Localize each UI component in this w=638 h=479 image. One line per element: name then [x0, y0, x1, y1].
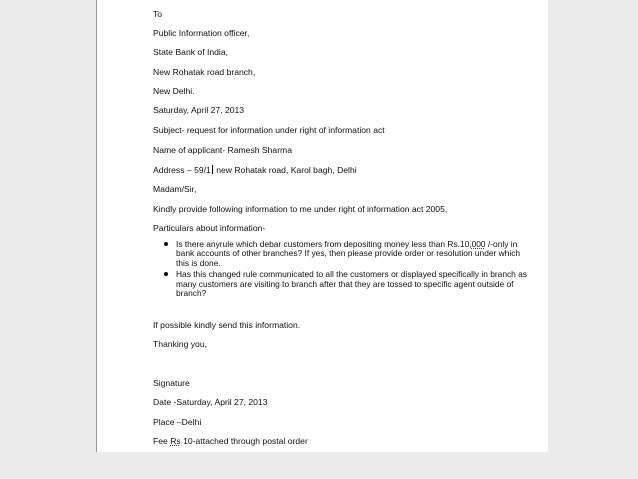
signature-date: Date -Saturday, April 27, 2013 — [153, 397, 268, 407]
fee-suffix: 10-attached through postal order — [180, 436, 308, 446]
bullet-underlined-amount: 000 — [471, 239, 486, 249]
fee-line — [153, 436, 308, 446]
particulars-heading: Particulars about information- — [153, 223, 266, 233]
address-prefix: Address – 59/1 — [153, 165, 211, 175]
bullet-item — [158, 240, 528, 268]
bullet-text-end: /-only in bank accounts of other branches? If yes, then please provide order or resolution under which this is done. — [176, 239, 521, 268]
bullet-point-icon — [164, 242, 168, 246]
salutation: Madam/Sir, — [153, 184, 197, 194]
letter-to: To — [153, 9, 163, 19]
city: New Delhi. — [153, 86, 195, 96]
left-margin-background — [0, 0, 96, 479]
address-suffix: new Rohatak road, Karol bagh, Delhi — [213, 165, 357, 175]
bank-name: State Bank of India, — [153, 47, 229, 57]
closing-request: If possible kindly send this information. — [153, 320, 301, 330]
information-bullet-list — [158, 240, 528, 298]
bullet-text: Has this changed rule communicated to all the customers or displayed specifically in branch as many customers are visiting to branch after that they are tossed to specific agent outside of branch? — [176, 269, 527, 299]
bullet-text-start: Is there anyrule which debar customers from depositing money less than Rs.10, — [176, 239, 472, 249]
bullet-point-icon — [164, 272, 168, 276]
branch-name: New Rohatak road branch, — [153, 67, 256, 77]
signature-label: Signature — [153, 378, 190, 388]
thanks-line: Thanking you, — [153, 339, 207, 349]
place-line: Place –Delhi — [153, 417, 202, 427]
bottom-background — [0, 452, 638, 479]
subject-line: Subject- request for information under right of information act — [153, 125, 385, 135]
text-cursor — [212, 165, 213, 174]
fee-prefix: Fee — [153, 436, 171, 446]
bullet-item — [158, 270, 528, 298]
right-margin-background — [547, 0, 638, 479]
fee-currency: Rs — [170, 436, 181, 446]
request-text: Kindly provide following information to me under right of information act 2005, — [153, 204, 448, 214]
recipient-title: Public Information officer, — [153, 28, 250, 38]
letter-date: Saturday, April 27, 2013 — [153, 105, 245, 115]
address-line — [153, 165, 357, 175]
applicant-name: Name of applicant- Ramesh Sharma — [153, 145, 292, 155]
